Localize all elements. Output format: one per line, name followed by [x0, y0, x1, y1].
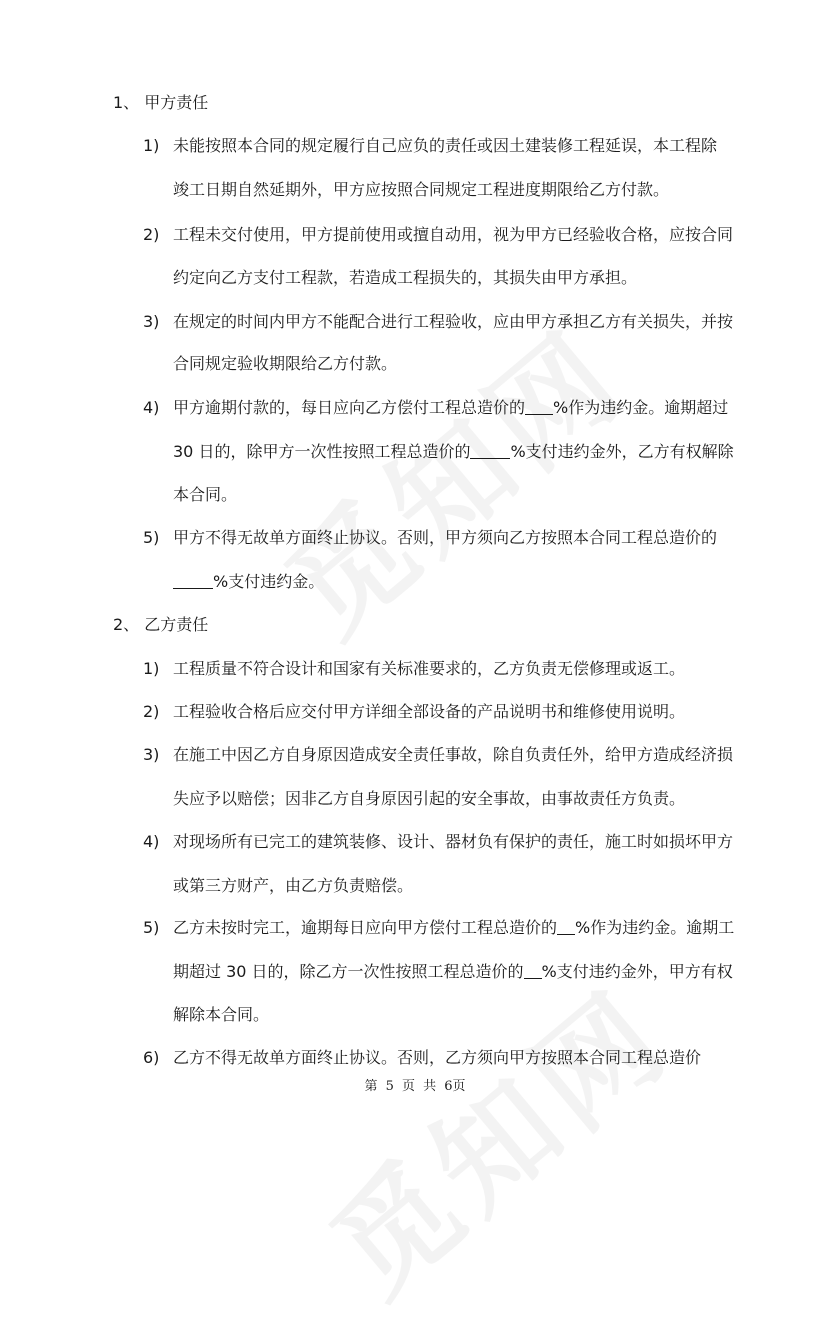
item-number: 2): [143, 225, 160, 244]
section-heading: 2、 乙方责任: [113, 615, 209, 634]
fill-blank: [470, 442, 510, 459]
item-text: 约定向乙方支付工程款，若造成工程损失的，其损失由甲方承担。: [173, 268, 638, 287]
watermark: [290, 945, 699, 1327]
item-text: 工程未交付使用，甲方提前使用或擅自动用，视为甲方已经验收合格，应按合同: [173, 225, 734, 244]
item-number: 3): [143, 312, 160, 331]
watermark: [245, 285, 654, 667]
text-segment: %作为违约金。逾期工: [575, 918, 735, 937]
item-text: 解除本合同。: [173, 1005, 270, 1024]
text-segment: %支付违约金外，乙方有权解除: [510, 442, 734, 461]
text-segment: %支付违约金外，甲方有权: [541, 962, 733, 981]
item-text: 或第三方财产，由乙方负责赔偿。: [173, 876, 414, 895]
item-number: 4): [143, 398, 160, 417]
item-text: 竣工日期自然延期外，甲方应按照合同规定工程进度期限给乙方付款。: [173, 180, 670, 199]
text-segment: 30 日的，除甲方一次性按照工程总造价的: [173, 442, 471, 461]
text-segment: %作为违约金。逾期超过: [553, 398, 729, 417]
item-text: 未能按照本合同的规定履行自己应负的责任或因土建装修工程延误，本工程除: [173, 136, 718, 155]
text-segment: %支付违约金。: [213, 572, 325, 591]
section-heading: 1、 甲方责任: [113, 93, 209, 112]
item-number: 1): [143, 136, 160, 155]
item-text: 本合同。: [173, 485, 238, 504]
item-text: 失应予以赔偿；因非乙方自身原因引起的安全事故，由事故责任方负责。: [173, 789, 686, 808]
item-number: 2): [143, 702, 160, 721]
text-segment: 甲方逾期付款的，每日应向乙方偿付工程总造价的: [173, 398, 526, 417]
item-text: 在施工中因乙方自身原因造成安全责任事故，除自负责任外，给甲方造成经济损: [173, 745, 734, 764]
item-text: [173, 572, 324, 592]
item-number: 6): [143, 1048, 160, 1067]
item-text: 合同规定验收期限给乙方付款。: [173, 354, 398, 373]
item-number: 3): [143, 745, 160, 764]
text-segment: 期超过 30 日的，除乙方一次性按照工程总造价的: [173, 962, 524, 981]
item-text: 甲方不得无故单方面终止协议。否则，甲方须向乙方按照本合同工程总造价的: [173, 528, 718, 547]
text-segment: 乙方未按时完工，逾期每日应向甲方偿付工程总造价的: [173, 918, 558, 937]
item-text: 对现场所有已完工的建筑装修、设计、器材负有保护的责任，施工时如损坏甲方: [173, 832, 734, 851]
item-text: 工程质量不符合设计和国家有关标准要求的，乙方负责无偿修理或返工。: [173, 659, 686, 678]
item-text: [173, 962, 733, 982]
item-number: 4): [143, 832, 160, 851]
fill-blank: [173, 572, 213, 589]
fill-blank: [557, 918, 575, 935]
item-text: [173, 918, 734, 938]
fill-blank: [524, 962, 542, 979]
item-text: [173, 398, 728, 418]
item-text: [173, 442, 734, 462]
fill-blank: [525, 398, 553, 415]
item-number: 5): [143, 918, 160, 937]
item-number: 1): [143, 659, 160, 678]
item-text: 工程验收合格后应交付甲方详细全部设备的产品说明书和维修使用说明。: [173, 702, 686, 721]
item-text: 在规定的时间内甲方不能配合进行工程验收，应由甲方承担乙方有关损失，并按: [173, 312, 734, 331]
item-number: 5): [143, 528, 160, 547]
page-footer: 第 5 页 共 6页: [364, 1079, 466, 1094]
item-text: 乙方不得无故单方面终止协议。否则，乙方须向甲方按照本合同工程总造价: [173, 1048, 702, 1067]
